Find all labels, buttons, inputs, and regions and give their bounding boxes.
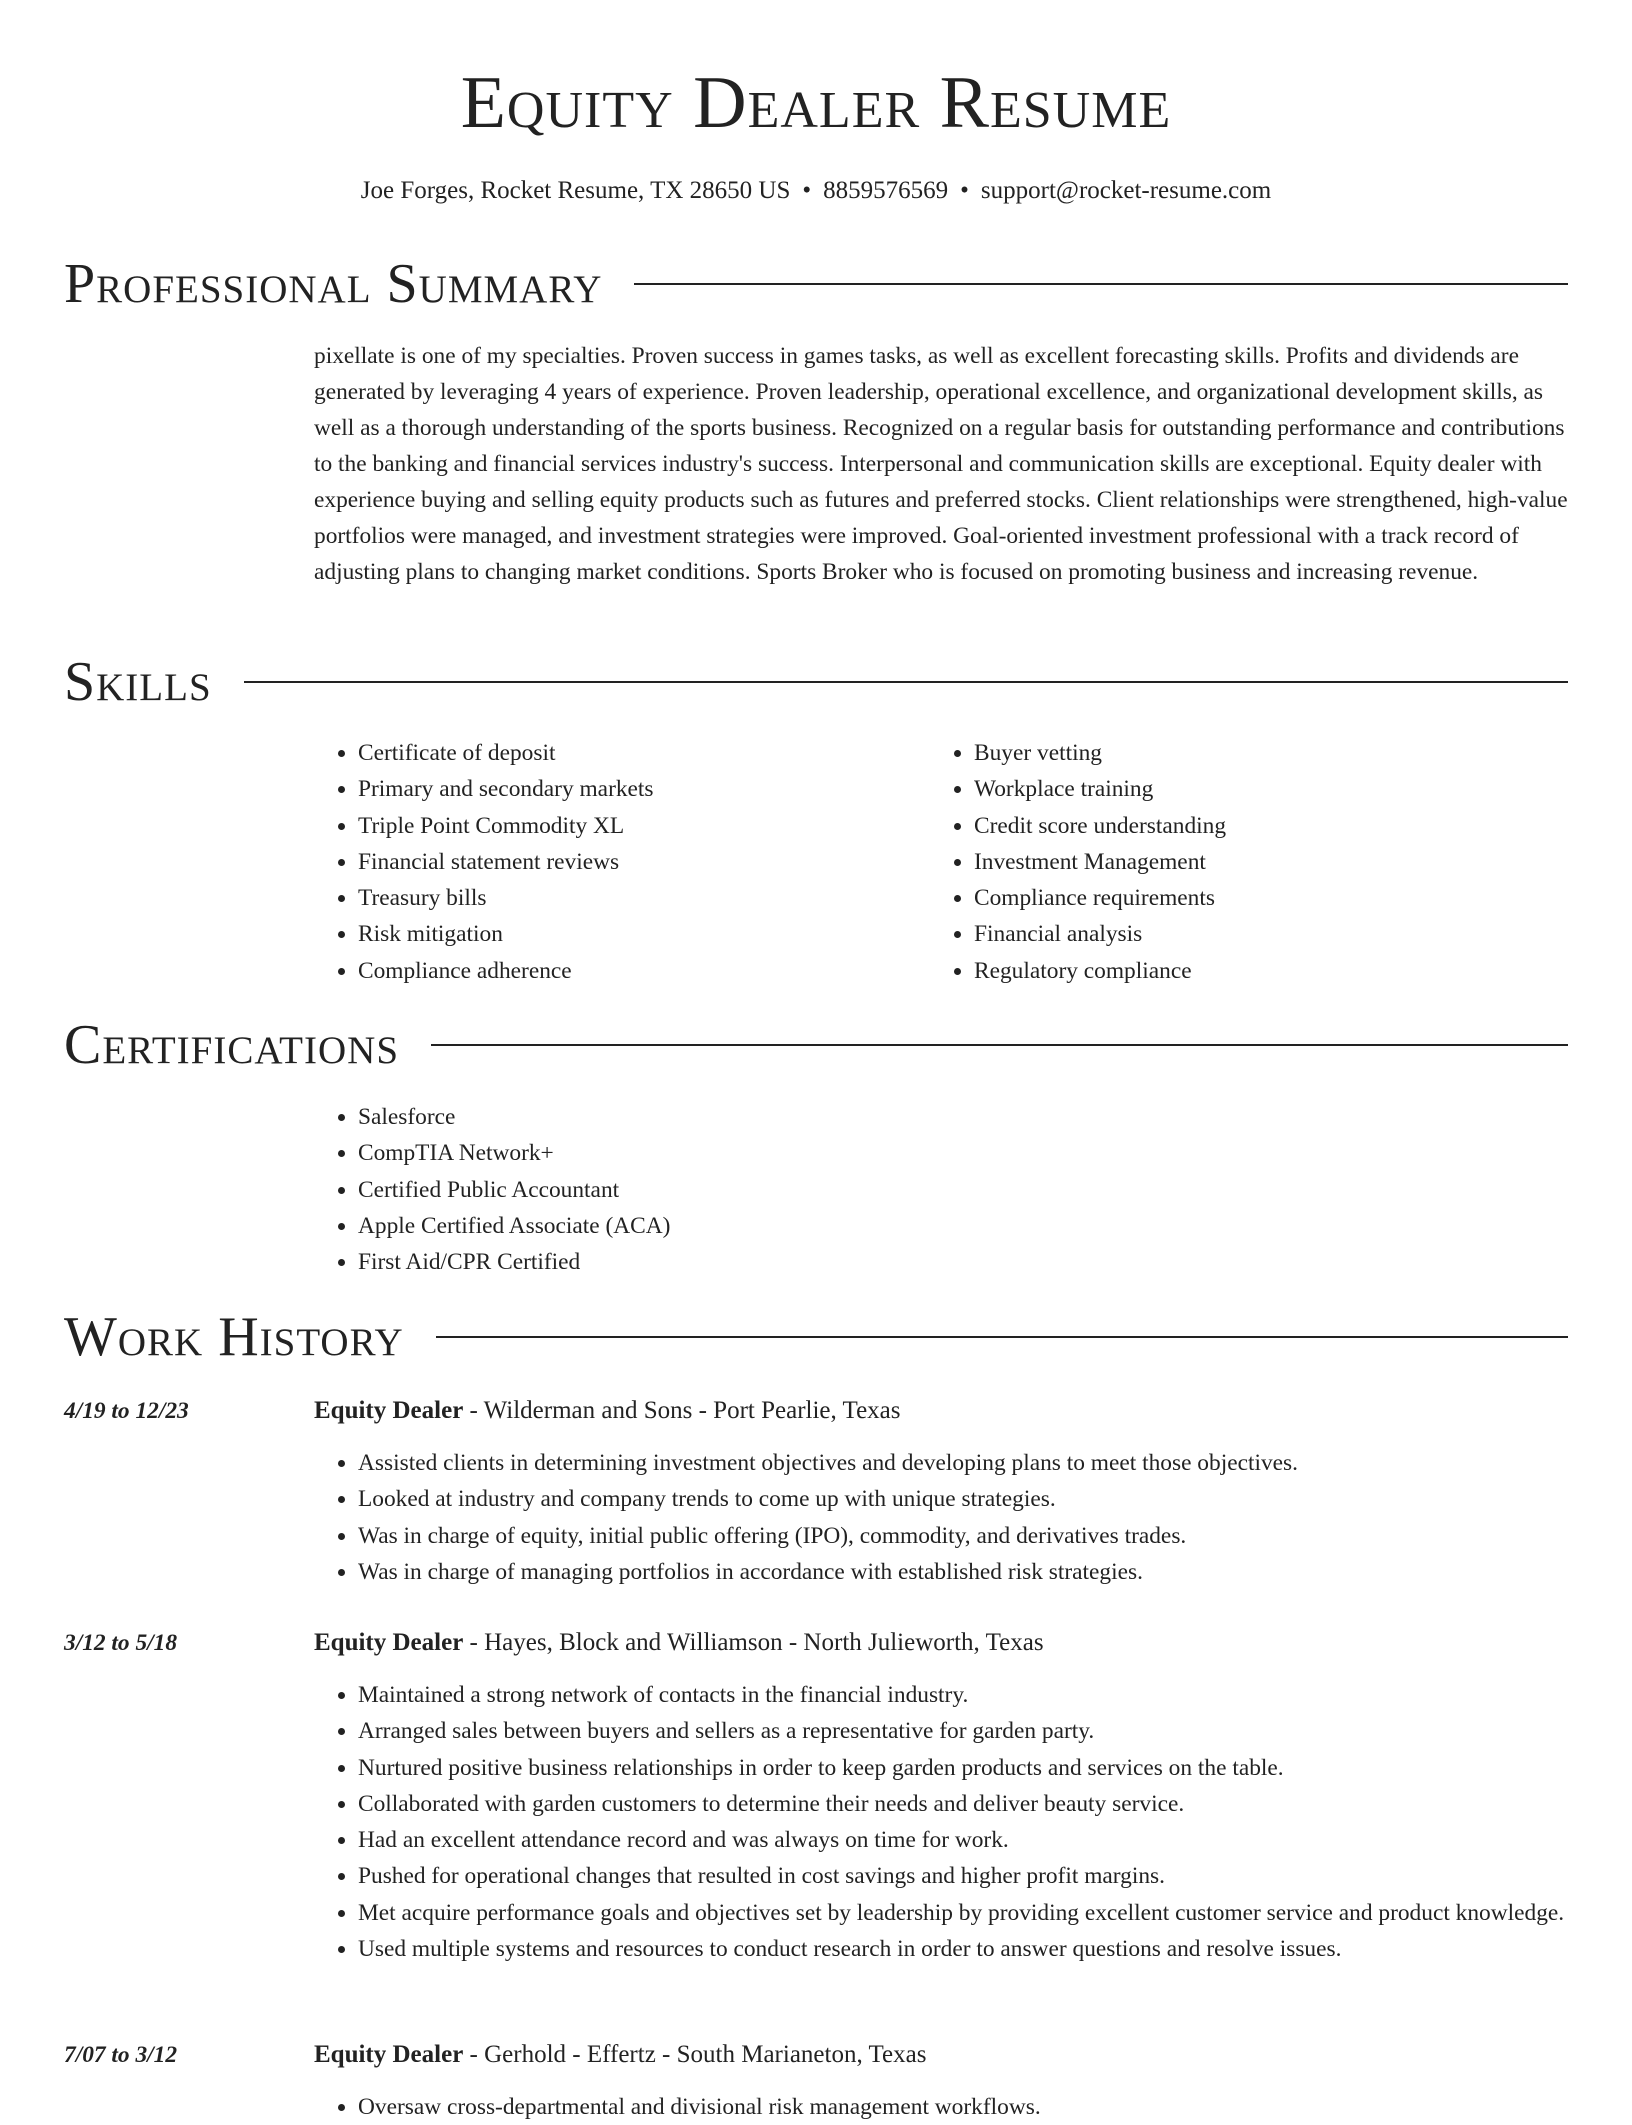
job-title: Equity Dealer <box>314 1397 464 1424</box>
job-bullet: • Maintained a strong network of contacts in the financial industry. <box>358 1677 1568 1713</box>
certifications-heading: Certifications <box>64 1014 400 1076</box>
skills-left-column <box>314 735 914 989</box>
job-title: Equity Dealer <box>314 2041 464 2068</box>
skills-list-left <box>314 735 914 989</box>
skills-heading: Skills <box>64 651 212 713</box>
certification-item: • First Aid/CPR Certified <box>358 1244 1568 1280</box>
job-employer: - Wilderman and Sons - Port Pearlie, Texas <box>463 1397 901 1424</box>
job-bullet: • Was in charge of equity, initial public offering (IPO), commodity, and derivatives trades. <box>358 1518 1568 1554</box>
contact-phone: 8859576569 <box>823 177 949 204</box>
certification-item: • Salesforce <box>358 1099 1568 1135</box>
job-bullets <box>314 2089 1568 2125</box>
skill-item: • Primary and secondary markets <box>358 771 914 807</box>
skills-section-header <box>64 650 1568 714</box>
contact-separator: • <box>802 177 812 204</box>
job-bullet: • Assisted clients in determining investment objectives and developing plans to meet those objectives. <box>358 1445 1568 1481</box>
job-bullet: • Arranged sales between buyers and sellers as a representative for garden party. <box>358 1713 1568 1749</box>
skill-item: • Credit score understanding <box>974 808 1530 844</box>
skill-item: • Certificate of deposit <box>358 735 914 771</box>
skills-list-right <box>930 735 1530 989</box>
job-bullet: • Had an excellent attendance record and was always on time for work. <box>358 1822 1568 1858</box>
job-bullet: • Pushed for operational changes that resulted in cost savings and higher profit margins. <box>358 1858 1568 1894</box>
skill-item: • Investment Management <box>974 844 1530 880</box>
job-heading <box>314 1393 901 1429</box>
skill-item: • Risk mitigation <box>358 916 914 952</box>
summary-section-header <box>64 252 1568 316</box>
skill-item: • Workplace training <box>974 771 1530 807</box>
certifications-section-header <box>64 1013 1568 1077</box>
contact-separator: • <box>960 177 969 204</box>
job-bullet-list <box>314 1445 1568 1590</box>
certification-item: • CompTIA Network+ <box>358 1135 1568 1171</box>
resume-title: Equity Dealer Resume <box>460 62 1172 144</box>
skill-item: • Regulatory compliance <box>974 953 1530 989</box>
certifications-column <box>314 1099 1568 1280</box>
section-divider <box>431 1044 1568 1046</box>
skill-item: • Financial statement reviews <box>358 844 914 880</box>
skill-item: • Compliance requirements <box>974 880 1530 916</box>
contact-email: support@rocket-resume.com <box>980 177 1272 204</box>
job-bullet: • Oversaw cross-departmental and divisional risk management workflows. <box>358 2089 1568 2125</box>
job-dates: 4/19 to 12/23 <box>64 1398 189 1424</box>
job-heading <box>314 1625 1044 1661</box>
skill-item: • Treasury bills <box>358 880 914 916</box>
summary-heading: Professional Summary <box>64 253 603 315</box>
section-divider <box>244 681 1568 683</box>
job-bullet: • Used multiple systems and resources to conduct research in order to answer questions and resolve issues. <box>358 1931 1568 1967</box>
work-heading: Work History <box>64 1306 404 1368</box>
contact-line <box>0 176 1632 206</box>
job-bullet: • Nurtured positive business relationships in order to keep garden products and services on the table. <box>358 1750 1568 1786</box>
skills-right-column <box>930 735 1530 989</box>
summary-text: pixellate is one of my specialties. Proven success in games tasks, as well as excellent forecasting skills. Profits and dividends are generated by leveraging 4 years of experience. Proven leadership, operational excellence, and organizational development skills, as well as a thorough understanding of the sports business. Recognized on a regular basis for outstanding performance and contributions to the banking and financial services industry's success. Interpersonal and communication skills are exceptional. Equity dealer with experience buying and selling equity products such as futures and preferred stocks. Client relationships were strengthened, high-value portfolios were managed, and investment strategies were improved. Goal-oriented investment professional with a track record of adjusting plans to changing market conditions. Sports Broker who is focused on promoting business and increasing revenue. <box>314 343 1568 585</box>
job-bullets <box>314 1677 1568 1967</box>
skill-item: • Buyer vetting <box>974 735 1530 771</box>
job-heading <box>314 2037 926 2073</box>
job-dates: 3/12 to 5/18 <box>64 1630 178 1656</box>
job-bullet: • Was in charge of managing portfolios in accordance with established risk strategies. <box>358 1554 1568 1590</box>
job-bullets <box>314 1445 1568 1590</box>
job-title: Equity Dealer <box>314 1629 464 1656</box>
contact-address: Joe Forges, Rocket Resume, TX 28650 US <box>360 177 791 204</box>
skill-item: • Triple Point Commodity XL <box>358 808 914 844</box>
job-bullet-list <box>314 2089 1568 2125</box>
job-dates: 7/07 to 3/12 <box>64 2042 178 2068</box>
certification-item: • Apple Certified Associate (ACA) <box>358 1208 1568 1244</box>
section-divider <box>436 1336 1568 1338</box>
skill-item: • Compliance adherence <box>358 953 914 989</box>
certifications-list <box>314 1099 1568 1280</box>
job-bullet: • Looked at industry and company trends to come up with unique strategies. <box>358 1481 1568 1517</box>
job-employer: - Gerhold - Effertz - South Marianeton, Texas <box>463 2041 927 2068</box>
skill-item: • Financial analysis <box>974 916 1530 952</box>
section-divider <box>634 283 1568 285</box>
job-bullet: • Met acquire performance goals and objectives set by leadership by providing excellent customer service and product knowledge. <box>358 1895 1568 1931</box>
job-bullet: • Collaborated with garden customers to determine their needs and deliver beauty service. <box>358 1786 1568 1822</box>
job-employer: - Hayes, Block and Williamson - North Julieworth, Texas <box>463 1629 1044 1656</box>
certification-item: • Certified Public Accountant <box>358 1172 1568 1208</box>
work-section-header <box>64 1305 1568 1369</box>
job-bullet-list <box>314 1677 1568 1967</box>
